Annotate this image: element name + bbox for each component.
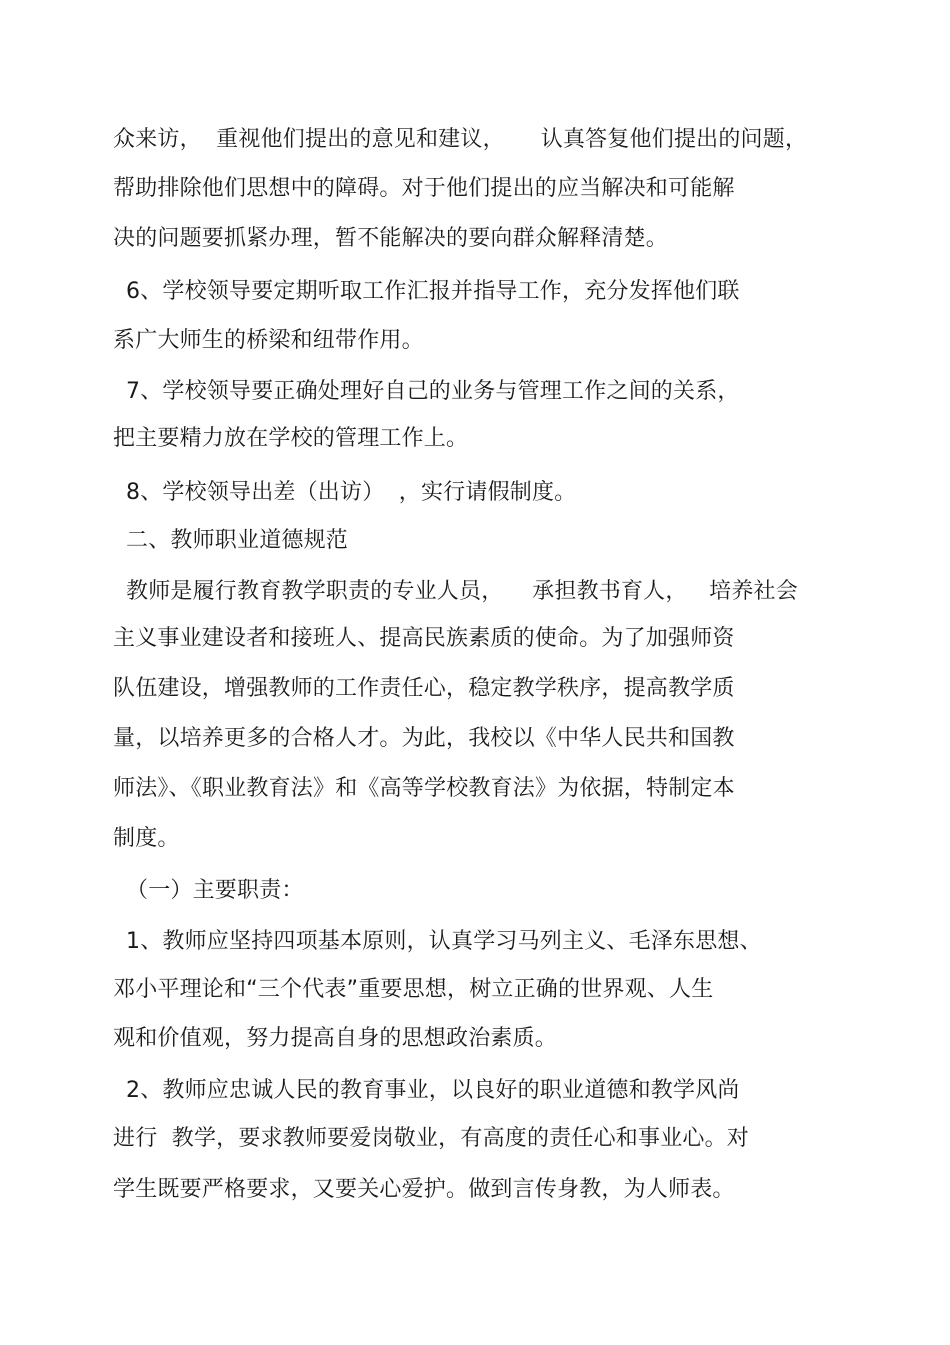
text-line: 主义事业建设者和接班人、提高民族素质的使命。为了加强师资 [113, 626, 735, 651]
paragraph-start: 教师是履行教育教学职责的专业人员， 承担教书育人， 培养社会 [126, 579, 798, 604]
text-line: 量，以培养更多的合格人才。为此，我校以《中华人民共和国教 [113, 726, 735, 751]
list-item-7: 7、学校领导要正确处理好自己的业务与管理工作之间的关系， [126, 379, 740, 404]
text-line: 学生既要严格要求，又要关心爱护。做到言传身教，为人师表。 [113, 1177, 735, 1202]
text-line: 进行 教学，要求教师要爱岗敬业，有高度的责任心和事业心。对 [113, 1126, 749, 1151]
text-line: 观和价值观，努力提高自身的思想政治素质。 [113, 1026, 558, 1051]
text-line: 帮助排除他们思想中的障碍。对于他们提出的应当解决和可能解 [113, 176, 735, 201]
text-line: 决的问题要抓紧办理，暂不能解决的要向群众解释清楚。 [113, 226, 669, 251]
text-line: 师法》、《职业教育法》和《高等学校教育法》为依据，特制定本 [113, 776, 735, 801]
list-item-1: 1、教师应坚持四项基本原则，认真学习马列主义、毛泽东思想、 [126, 929, 762, 954]
text-line: 系广大师生的桥梁和纽带作用。 [113, 328, 424, 353]
subsection-heading: （一）主要职责： [126, 878, 304, 903]
text-line: 邓小平理论和“三个代表”重要思想，树立正确的世界观、人生 [113, 977, 714, 1002]
text-line: 制度。 [113, 826, 180, 851]
list-item-2: 2、教师应忠诚人民的教育事业，以良好的职业道德和教学风尚 [126, 1078, 740, 1103]
text-line: 队伍建设，增强教师的工作责任心，稳定教学秩序，提高教学质 [113, 676, 735, 701]
section-heading: 二、教师职业道德规范 [126, 528, 349, 553]
list-item-8: 8、学校领导出差（出访） ，实行请假制度。 [126, 480, 577, 505]
text-line: 把主要精力放在学校的管理工作上。 [113, 426, 469, 451]
text-line: 众来访， 重视他们提出的意见和建议， 认真答复他们提出的问题， [113, 127, 808, 152]
list-item-6: 6、学校领导要定期听取工作汇报并指导工作，充分发挥他们联 [126, 279, 740, 304]
